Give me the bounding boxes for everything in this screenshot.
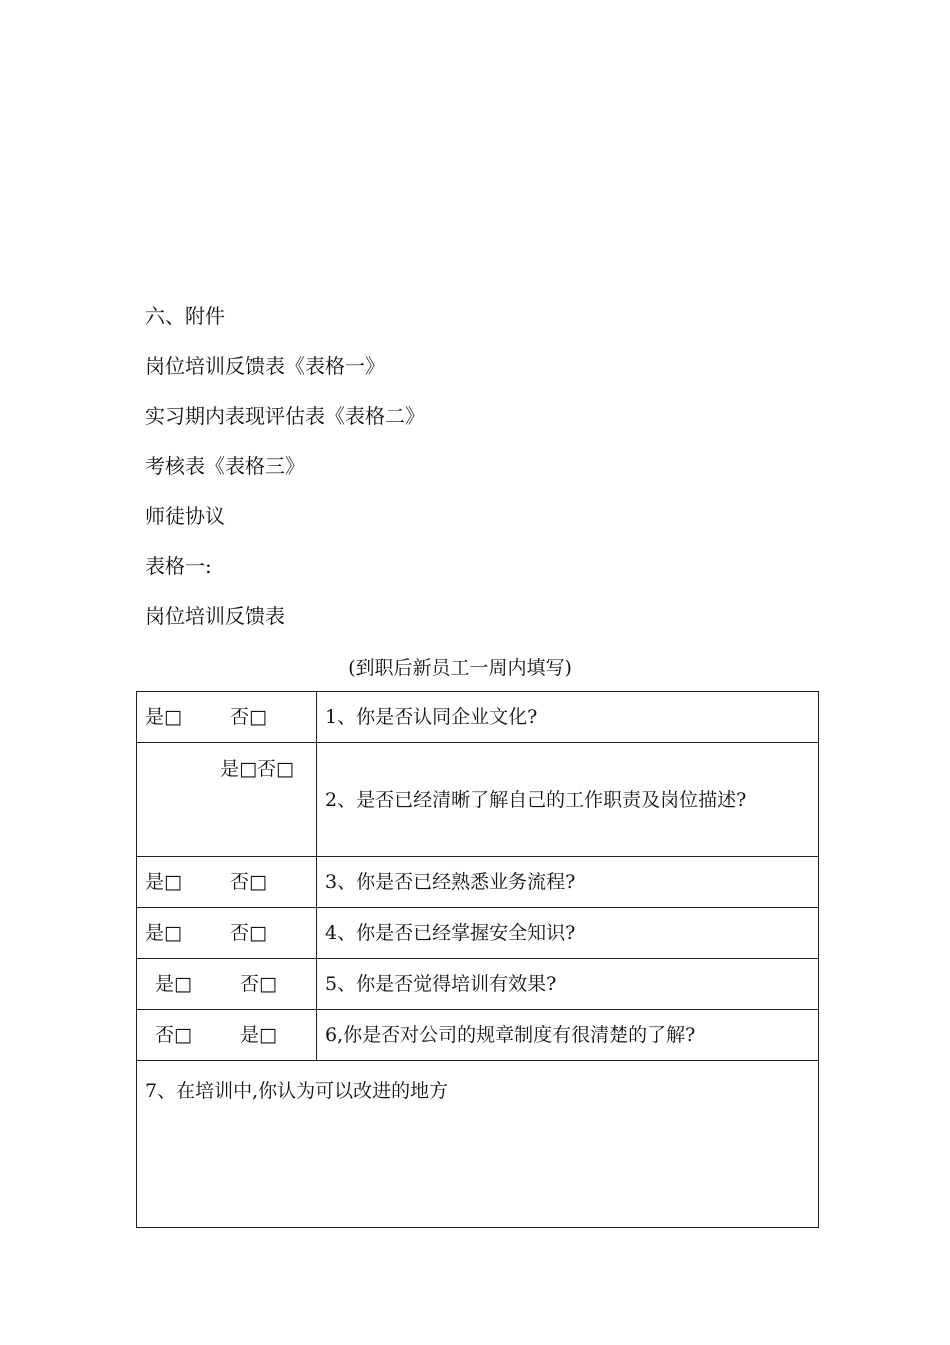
answer-options-cell [137, 908, 317, 959]
no-checkbox[interactable]: 否□ [239, 973, 277, 995]
appendix-item-4: 师徒协议 [145, 504, 225, 528]
question-cell: 1、你是否认同企业文化? [317, 692, 819, 743]
no-checkbox[interactable]: 否□ [229, 922, 267, 944]
yes-checkbox[interactable]: 是□ [155, 973, 192, 995]
table-row [137, 959, 819, 1010]
appendix-item-3: 考核表《表格三》 [145, 454, 305, 478]
question-cell: 3、你是否已经熟悉业务流程? [317, 857, 819, 908]
answer-options-cell [137, 743, 317, 857]
yes-checkbox[interactable]: 是□ [145, 706, 182, 728]
appendix-item-2: 实习期内表现评估表《表格二》 [145, 404, 425, 428]
table-row [137, 1010, 819, 1061]
appendix-heading: 六、附件 [145, 304, 225, 328]
table-row [137, 743, 819, 857]
table-label: 表格一: [145, 554, 212, 578]
answer-options-cell [137, 857, 317, 908]
question-cell: 2、是否已经清晰了解自己的工作职责及岗位描述? [317, 743, 819, 857]
question-cell: 5、你是否觉得培训有效果? [317, 959, 819, 1010]
answer-options-cell [137, 959, 317, 1010]
table-subtitle: (到职后新员工一周内填写) [348, 657, 572, 679]
answer-options-cell [137, 692, 317, 743]
question-cell: 6,你是否对公司的规章制度有很清楚的了解? [317, 1010, 819, 1061]
table-row [137, 1061, 819, 1228]
no-checkbox[interactable]: 否□ [229, 706, 267, 728]
open-question-cell[interactable] [137, 1061, 819, 1228]
open-question-label: 7、在培训中,你认为可以改进的地方 [145, 1080, 449, 1102]
yes-checkbox[interactable]: 是□ [239, 1024, 277, 1046]
appendix-item-1: 岗位培训反馈表《表格一》 [145, 354, 385, 378]
feedback-table [136, 691, 819, 1228]
no-checkbox[interactable]: 否□ [229, 871, 267, 893]
question-cell: 4、你是否已经掌握安全知识? [317, 908, 819, 959]
yes-no-checkboxes[interactable]: 是□否□ [220, 758, 294, 780]
table-title: 岗位培训反馈表 [145, 604, 285, 628]
table-row [137, 908, 819, 959]
table-row [137, 857, 819, 908]
yes-checkbox[interactable]: 是□ [145, 871, 182, 893]
yes-checkbox[interactable]: 是□ [145, 922, 182, 944]
no-checkbox[interactable]: 否□ [155, 1024, 192, 1046]
answer-options-cell [137, 1010, 317, 1061]
table-row [137, 692, 819, 743]
